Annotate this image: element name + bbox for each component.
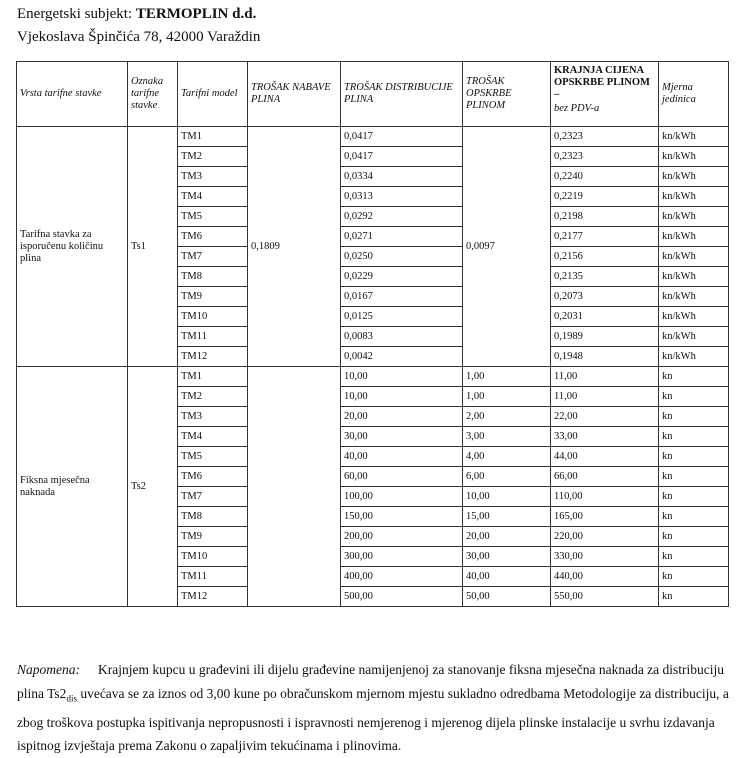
distribucija-cell: 0,0083	[341, 327, 463, 347]
col-header-nabava: TROŠAK NABAVE PLINA	[248, 62, 341, 127]
opskrba-cell: 30,00	[463, 547, 551, 567]
unit-cell: kn	[659, 467, 729, 487]
note-paragraph	[17, 658, 729, 758]
model-cell: TM2	[178, 147, 248, 167]
unit-cell: kn/kWh	[659, 187, 729, 207]
final-price-cell: 11,00	[551, 387, 659, 407]
model-cell: TM12	[178, 347, 248, 367]
note-text-after: uvećava se za iznos od 3,00 kune po obračunskom mjernom mjestu sukladno odredbama Metodologije za distribuciju, a zbog troškova postupka ispitivanja nepropusnosti i ispravnosti nemjerenog i mjerenog dijela plinske instalacije u svrhu izdavanja ispitnog izvještaja prema Zakonu o zapaljivim tekućinama i plinovima.	[17, 685, 729, 754]
col-header-opskrba: TROŠAK OPSKRBE PLINOM	[463, 62, 551, 127]
model-cell: TM9	[178, 287, 248, 307]
final-price-cell: 110,00	[551, 487, 659, 507]
distribucija-cell: 400,00	[341, 567, 463, 587]
unit-cell: kn	[659, 427, 729, 447]
unit-cell: kn/kWh	[659, 327, 729, 347]
model-cell: TM7	[178, 487, 248, 507]
distribucija-cell: 0,0313	[341, 187, 463, 207]
final-price-cell: 330,00	[551, 547, 659, 567]
opskrba-cell: 0,0097	[463, 127, 551, 367]
model-cell: TM5	[178, 447, 248, 467]
model-cell: TM5	[178, 207, 248, 227]
nabava-cell: 0,1809	[248, 127, 341, 367]
final-price-cell: 0,2323	[551, 147, 659, 167]
final-price-cell: 0,1989	[551, 327, 659, 347]
subject-label: Energetski subjekt:	[17, 6, 133, 22]
distribucija-cell: 0,0042	[341, 347, 463, 367]
opskrba-cell: 1,00	[463, 387, 551, 407]
unit-cell: kn	[659, 567, 729, 587]
final-price-cell: 220,00	[551, 527, 659, 547]
model-cell: TM11	[178, 567, 248, 587]
distribucija-cell: 10,00	[341, 387, 463, 407]
distribucija-cell: 0,0334	[341, 167, 463, 187]
opskrba-cell: 1,00	[463, 367, 551, 387]
opskrba-cell: 10,00	[463, 487, 551, 507]
table-row	[17, 127, 729, 147]
model-cell: TM6	[178, 227, 248, 247]
distribucija-cell: 0,0125	[341, 307, 463, 327]
model-cell: TM3	[178, 407, 248, 427]
opskrba-cell: 40,00	[463, 567, 551, 587]
unit-cell: kn	[659, 387, 729, 407]
distribucija-cell: 0,0167	[341, 287, 463, 307]
model-cell: TM1	[178, 127, 248, 147]
final-price-cell: 11,00	[551, 367, 659, 387]
distribucija-cell: 150,00	[341, 507, 463, 527]
company-name: TERMOPLIN d.d.	[135, 6, 257, 22]
model-cell: TM1	[178, 367, 248, 387]
final-price-cell: 550,00	[551, 587, 659, 607]
final-price-cell: 0,2135	[551, 267, 659, 287]
unit-cell: kn/kWh	[659, 267, 729, 287]
distribucija-cell: 0,0271	[341, 227, 463, 247]
final-price-cell: 0,2073	[551, 287, 659, 307]
unit-cell: kn/kWh	[659, 147, 729, 167]
note-label: Napomena:	[17, 662, 80, 677]
final-price-cell: 0,2219	[551, 187, 659, 207]
distribucija-cell: 60,00	[341, 467, 463, 487]
tariff-type-cell: Fiksna mjesečna naknada	[17, 367, 128, 607]
model-cell: TM10	[178, 547, 248, 567]
final-price-cell: 0,1948	[551, 347, 659, 367]
model-cell: TM7	[178, 247, 248, 267]
model-cell: TM12	[178, 587, 248, 607]
note-subscript: dis	[66, 693, 77, 704]
final-price-title: KRAJNJA CIJENA OPSKRBE PLINOM –	[554, 65, 650, 100]
unit-cell: kn/kWh	[659, 207, 729, 227]
distribucija-cell: 10,00	[341, 367, 463, 387]
final-price-cell: 0,2240	[551, 167, 659, 187]
final-price-cell: 0,2156	[551, 247, 659, 267]
table-header-row	[17, 62, 729, 127]
col-header-distribucija: TROŠAK DISTRIBUCIJE PLINA	[341, 62, 463, 127]
model-cell: TM8	[178, 267, 248, 287]
unit-cell: kn	[659, 527, 729, 547]
opskrba-cell: 6,00	[463, 467, 551, 487]
opskrba-cell: 2,00	[463, 407, 551, 427]
unit-cell: kn	[659, 487, 729, 507]
final-price-cell: 0,2177	[551, 227, 659, 247]
distribucija-cell: 40,00	[341, 447, 463, 467]
company-address: Vjekoslava Špinčića 78, 42000 Varaždin	[17, 29, 261, 45]
model-cell: TM6	[178, 467, 248, 487]
tariff-code-cell: Ts1	[128, 127, 178, 367]
energy-subject-line	[17, 6, 256, 23]
model-cell: TM11	[178, 327, 248, 347]
model-cell: TM8	[178, 507, 248, 527]
final-price-cell: 66,00	[551, 467, 659, 487]
model-cell: TM10	[178, 307, 248, 327]
tariff-type-cell: Tarifna stavka za isporučenu količinu plina	[17, 127, 128, 367]
distribucija-cell: 20,00	[341, 407, 463, 427]
unit-cell: kn/kWh	[659, 127, 729, 147]
unit-cell: kn/kWh	[659, 287, 729, 307]
distribucija-cell: 0,0417	[341, 147, 463, 167]
col-header-final-price	[551, 62, 659, 127]
col-header-unit: Mjerna jedinica	[659, 62, 729, 127]
final-price-cell: 22,00	[551, 407, 659, 427]
table-body	[17, 127, 729, 607]
model-cell: TM4	[178, 427, 248, 447]
col-header-model: Tarifni model	[178, 62, 248, 127]
final-price-cell: 44,00	[551, 447, 659, 467]
tariff-table	[16, 61, 729, 607]
distribucija-cell: 500,00	[341, 587, 463, 607]
final-price-cell: 0,2031	[551, 307, 659, 327]
final-price-cell: 33,00	[551, 427, 659, 447]
unit-cell: kn/kWh	[659, 347, 729, 367]
final-price-cell: 0,2198	[551, 207, 659, 227]
unit-cell: kn	[659, 547, 729, 567]
unit-cell: kn	[659, 587, 729, 607]
distribucija-cell: 0,0229	[341, 267, 463, 287]
unit-cell: kn	[659, 407, 729, 427]
col-header-code: Oznaka tarifne stavke	[128, 62, 178, 127]
final-price-cell: 165,00	[551, 507, 659, 527]
model-cell: TM3	[178, 167, 248, 187]
final-price-sub: bez PDV-a	[554, 103, 600, 114]
unit-cell: kn	[659, 507, 729, 527]
nabava-cell	[248, 367, 341, 607]
model-cell: TM2	[178, 387, 248, 407]
model-cell: TM4	[178, 187, 248, 207]
opskrba-cell: 3,00	[463, 427, 551, 447]
table-row	[17, 367, 729, 387]
note-text-before: Krajnjem kupcu u građevini ili dijelu građevine namijenjenoj za stanovanje fiksna mjesečna naknada za distribuciju plina Ts2	[17, 662, 725, 701]
distribucija-cell: 100,00	[341, 487, 463, 507]
distribucija-cell: 200,00	[341, 527, 463, 547]
col-header-type: Vrsta tarifne stavke	[17, 62, 128, 127]
model-cell: TM9	[178, 527, 248, 547]
final-price-cell: 440,00	[551, 567, 659, 587]
opskrba-cell: 15,00	[463, 507, 551, 527]
opskrba-cell: 50,00	[463, 587, 551, 607]
unit-cell: kn/kWh	[659, 247, 729, 267]
unit-cell: kn/kWh	[659, 307, 729, 327]
unit-cell: kn	[659, 367, 729, 387]
final-price-cell: 0,2323	[551, 127, 659, 147]
distribucija-cell: 0,0250	[341, 247, 463, 267]
distribucija-cell: 30,00	[341, 427, 463, 447]
opskrba-cell: 4,00	[463, 447, 551, 467]
unit-cell: kn	[659, 447, 729, 467]
unit-cell: kn/kWh	[659, 227, 729, 247]
distribucija-cell: 300,00	[341, 547, 463, 567]
distribucija-cell: 0,0417	[341, 127, 463, 147]
distribucija-cell: 0,0292	[341, 207, 463, 227]
opskrba-cell: 20,00	[463, 527, 551, 547]
tariff-code-cell: Ts2	[128, 367, 178, 607]
unit-cell: kn/kWh	[659, 167, 729, 187]
